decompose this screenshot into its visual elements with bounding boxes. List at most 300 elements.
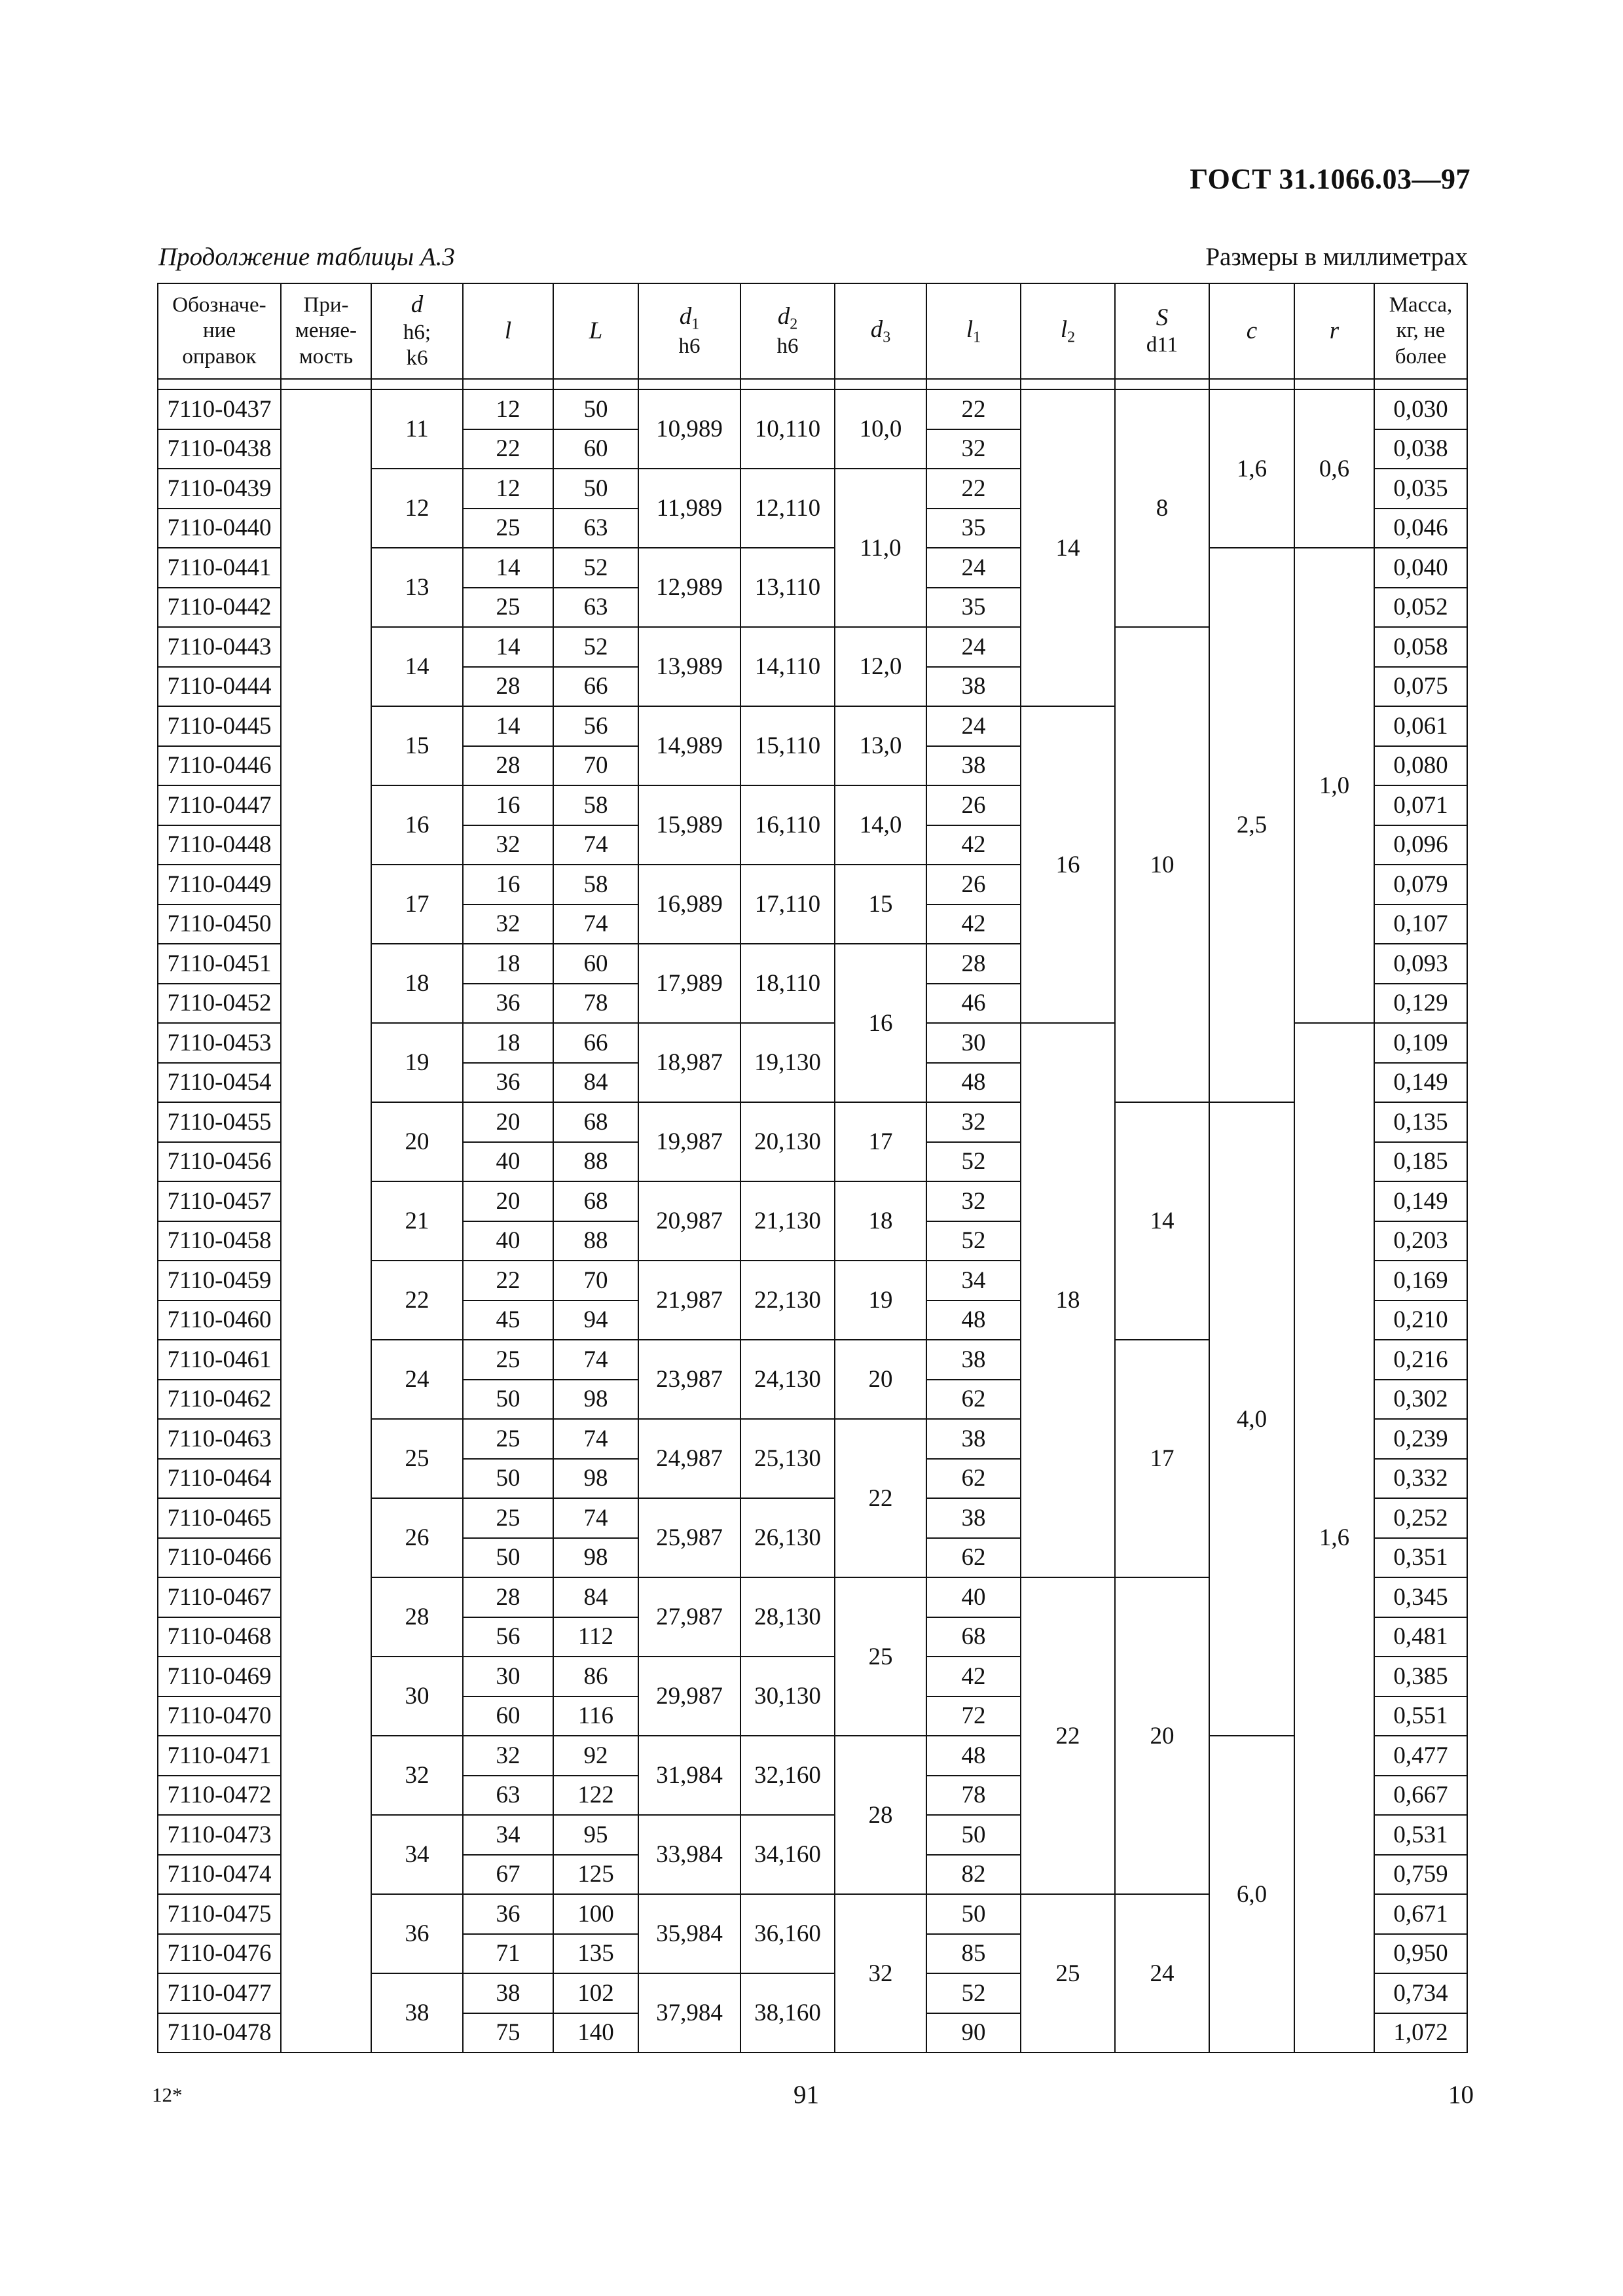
cell-l1: 35 [926,588,1021,628]
cell-l1: 48 [926,1063,1021,1103]
cell-l1: 82 [926,1855,1021,1895]
cell-designation: 7110-0464 [158,1459,281,1499]
header-S [1115,283,1209,379]
cell-mass: 0,046 [1374,509,1467,548]
cell-mass: 0,210 [1374,1300,1467,1340]
cell-d: 18 [371,944,463,1023]
cell-mass: 0,216 [1374,1340,1467,1380]
cell-l: 25 [463,1419,553,1459]
cell-l: 50 [463,1459,553,1499]
header-mass-line2: кг, не [1396,319,1446,343]
cell-l1: 90 [926,2013,1021,2053]
header-r-symbol: r [1329,317,1340,344]
cell-d2: 12,110 [740,469,835,548]
cell-mass: 0,531 [1374,1815,1467,1855]
cell-d3: 32 [835,1894,926,2053]
cell-designation: 7110-0453 [158,1023,281,1063]
cell-S: 20 [1115,1577,1209,1894]
cell-d: 34 [371,1815,463,1894]
cell-d1: 10,989 [638,389,740,469]
cell-L: 70 [553,1261,638,1300]
cell-L: 98 [553,1538,638,1578]
cell-designation: 7110-0438 [158,429,281,469]
cell-mass: 0,667 [1374,1776,1467,1816]
cell-d2: 28,130 [740,1577,835,1657]
header-L-symbol: L [589,317,603,344]
cell-designation: 7110-0466 [158,1538,281,1578]
cell-d3: 11,0 [835,469,926,627]
cell-d3: 13,0 [835,706,926,785]
cell-designation: 7110-0446 [158,746,281,786]
cell-l: 28 [463,746,553,786]
cell-d3: 25 [835,1577,926,1736]
cell-l1: 24 [926,706,1021,746]
header-r [1294,283,1374,379]
cell-designation: 7110-0455 [158,1102,281,1142]
header-l1 [926,283,1021,379]
cell-mass: 0,302 [1374,1380,1467,1420]
header-c [1209,283,1294,379]
cell-designation: 7110-0468 [158,1617,281,1657]
cell-mass: 0,239 [1374,1419,1467,1459]
cell-d3: 10,0 [835,389,926,469]
cell-designation: 7110-0449 [158,865,281,905]
cell-designation: 7110-0460 [158,1300,281,1340]
cell-designation: 7110-0458 [158,1221,281,1261]
footer-sheet-mark: 12* [152,2083,183,2106]
cell-l: 50 [463,1538,553,1578]
cell-designation: 7110-0456 [158,1142,281,1182]
cell-d: 24 [371,1340,463,1419]
cell-l: 16 [463,865,553,905]
cell-d2: 14,110 [740,627,835,706]
cell-l2: 18 [1021,1023,1115,1577]
cell-mass: 0,203 [1374,1221,1467,1261]
header-S-symbol: S [1156,304,1169,331]
header-l1-sub: 1 [973,329,981,346]
cell-d3: 18 [835,1181,926,1261]
cell-designation: 7110-0440 [158,509,281,548]
cell-r: 1,0 [1294,548,1374,1023]
cell-l: 32 [463,825,553,865]
cell-d: 13 [371,548,463,627]
cell-designation: 7110-0459 [158,1261,281,1300]
cell-d1: 37,984 [638,1973,740,2053]
cell-d: 38 [371,1973,463,2053]
cell-l1: 34 [926,1261,1021,1300]
header-designation-line2: ние [203,319,236,343]
header-l-symbol: l [504,317,512,344]
cell-l: 50 [463,1380,553,1420]
cell-l1: 42 [926,1657,1021,1696]
cell-L: 102 [553,1973,638,2013]
cell-l: 67 [463,1855,553,1895]
cell-designation: 7110-0452 [158,984,281,1024]
cell-d3: 28 [835,1736,926,1894]
cell-l: 75 [463,2013,553,2053]
cell-mass: 0,481 [1374,1617,1467,1657]
cell-l1: 72 [926,1696,1021,1736]
cell-L: 94 [553,1300,638,1340]
cell-l: 36 [463,1894,553,1934]
cell-d1: 15,989 [638,785,740,865]
cell-L: 60 [553,944,638,984]
cell-d2: 32,160 [740,1736,835,1815]
cell-d1: 21,987 [638,1261,740,1340]
cell-l: 22 [463,1261,553,1300]
cell-d3: 19 [835,1261,926,1340]
cell-d1: 12,989 [638,548,740,627]
cell-l: 14 [463,627,553,667]
footer-page-number: 91 [793,2081,819,2109]
cell-designation: 7110-0437 [158,389,281,429]
cell-mass: 0,671 [1374,1894,1467,1934]
cell-d2: 38,160 [740,1973,835,2053]
cell-L: 92 [553,1736,638,1776]
cell-d1: 23,987 [638,1340,740,1419]
cell-l: 20 [463,1102,553,1142]
cell-l1: 52 [926,1221,1021,1261]
cell-d2: 20,130 [740,1102,835,1181]
cell-l1: 48 [926,1736,1021,1776]
cell-l: 36 [463,984,553,1024]
cell-l: 25 [463,1498,553,1538]
cell-l: 14 [463,706,553,746]
cell-designation: 7110-0473 [158,1815,281,1855]
cell-S: 8 [1115,389,1209,627]
cell-L: 74 [553,905,638,944]
cell-r: 1,6 [1294,1023,1374,2053]
cell-d2: 22,130 [740,1261,835,1340]
cell-L: 88 [553,1221,638,1261]
cell-mass: 0,030 [1374,389,1467,429]
cell-d1: 11,989 [638,469,740,548]
cell-l: 36 [463,1063,553,1103]
header-usage-line2: меняе- [295,319,357,343]
cell-l1: 48 [926,1300,1021,1340]
cell-mass: 0,385 [1374,1657,1467,1696]
cell-d3: 20 [835,1340,926,1419]
header-d3-sub: 3 [883,329,891,346]
units-note: Размеры в миллиметрах [1205,243,1468,271]
cell-mass: 0,129 [1374,984,1467,1024]
cell-L: 66 [553,1023,638,1063]
cell-d: 21 [371,1181,463,1261]
cell-d2: 10,110 [740,389,835,469]
cell-d: 12 [371,469,463,548]
header-designation [158,283,281,379]
cell-d: 30 [371,1657,463,1736]
table-row [158,389,1467,429]
cell-d2: 19,130 [740,1023,835,1102]
cell-l1: 62 [926,1459,1021,1499]
header-l2-sub: 2 [1067,329,1076,346]
header-c-symbol: c [1246,317,1258,344]
cell-mass: 0,950 [1374,1934,1467,1974]
mandrel-dimensions-table [157,283,1468,2053]
cell-l: 28 [463,667,553,707]
table-caption: Продолжение таблицы А.3 [158,243,455,271]
cell-l: 25 [463,1340,553,1380]
header-d2-tol: h6 [776,334,799,359]
cell-mass: 0,096 [1374,825,1467,865]
cell-designation: 7110-0462 [158,1380,281,1420]
cell-designation: 7110-0448 [158,825,281,865]
cell-d: 26 [371,1498,463,1577]
cell-d3: 12,0 [835,627,926,706]
cell-d1: 13,989 [638,627,740,706]
header-d2-sub: 2 [790,315,798,333]
cell-designation: 7110-0467 [158,1577,281,1617]
cell-d1: 18,987 [638,1023,740,1102]
cell-l1: 26 [926,785,1021,825]
cell-l: 56 [463,1617,553,1657]
cell-designation: 7110-0443 [158,627,281,667]
cell-l1: 26 [926,865,1021,905]
cell-d: 11 [371,389,463,469]
cell-designation: 7110-0450 [158,905,281,944]
header-designation-line1: Обозначе- [172,293,266,317]
cell-designation: 7110-0478 [158,2013,281,2053]
cell-L: 50 [553,389,638,429]
cell-designation: 7110-0476 [158,1934,281,1974]
cell-l2: 25 [1021,1894,1115,2053]
cell-l1: 32 [926,1102,1021,1142]
cell-L: 100 [553,1894,638,1934]
cell-designation: 7110-0447 [158,785,281,825]
cell-c: 2,5 [1209,548,1294,1102]
cell-mass: 0,093 [1374,944,1467,984]
cell-mass: 0,477 [1374,1736,1467,1776]
header-l [463,283,553,379]
cell-L: 140 [553,2013,638,2053]
cell-c: 6,0 [1209,1736,1294,2053]
header-d-tol2: k6 [406,346,428,370]
cell-l: 28 [463,1577,553,1617]
cell-l: 60 [463,1696,553,1736]
header-mass-line1: Масса, [1389,293,1453,317]
cell-d: 22 [371,1261,463,1340]
cell-l1: 24 [926,627,1021,667]
cell-d2: 15,110 [740,706,835,785]
cell-L: 116 [553,1696,638,1736]
cell-L: 56 [553,706,638,746]
cell-mass: 0,075 [1374,667,1467,707]
cell-L: 52 [553,627,638,667]
cell-l1: 35 [926,509,1021,548]
cell-l: 25 [463,588,553,628]
cell-L: 63 [553,509,638,548]
cell-l1: 38 [926,1419,1021,1459]
cell-L: 70 [553,746,638,786]
cell-mass: 0,109 [1374,1023,1467,1063]
cell-d1: 31,984 [638,1736,740,1815]
header-d1 [638,283,740,379]
cell-mass: 0,149 [1374,1063,1467,1103]
cell-L: 74 [553,1340,638,1380]
cell-d3: 16 [835,944,926,1102]
cell-l1: 85 [926,1934,1021,1974]
cell-l: 32 [463,1736,553,1776]
cell-L: 86 [553,1657,638,1696]
cell-mass: 0,035 [1374,469,1467,509]
cell-L: 68 [553,1181,638,1221]
cell-mass: 0,135 [1374,1102,1467,1142]
cell-d: 17 [371,865,463,944]
header-gap-row [158,379,1467,389]
cell-l1: 68 [926,1617,1021,1657]
cell-l1: 62 [926,1380,1021,1420]
cell-d: 16 [371,785,463,865]
cell-mass: 0,759 [1374,1855,1467,1895]
cell-l: 40 [463,1221,553,1261]
cell-designation: 7110-0454 [158,1063,281,1103]
cell-mass: 0,185 [1374,1142,1467,1182]
cell-mass: 0,052 [1374,588,1467,628]
cell-l1: 38 [926,1340,1021,1380]
cell-mass: 0,332 [1374,1459,1467,1499]
header-d1-symbol: d [679,303,692,330]
cell-l1: 28 [926,944,1021,984]
cell-mass: 0,351 [1374,1538,1467,1578]
cell-l1: 22 [926,469,1021,509]
cell-d3: 14,0 [835,785,926,865]
cell-d3: 22 [835,1419,926,1577]
cell-l: 40 [463,1142,553,1182]
cell-L: 88 [553,1142,638,1182]
cell-l1: 52 [926,1973,1021,2013]
cell-d2: 30,130 [740,1657,835,1736]
cell-l1: 78 [926,1776,1021,1816]
cell-S: 14 [1115,1102,1209,1340]
header-d1-sub: 1 [691,315,700,333]
cell-designation: 7110-0457 [158,1181,281,1221]
header-d-symbol: d [410,291,424,319]
header-designation-line3: оправок [182,344,257,368]
cell-d1: 35,984 [638,1894,740,1973]
header-mass [1374,283,1467,379]
cell-l1: 38 [926,667,1021,707]
cell-d2: 17,110 [740,865,835,944]
cell-l1: 46 [926,984,1021,1024]
cell-mass: 0,080 [1374,746,1467,786]
cell-d2: 13,110 [740,548,835,627]
cell-l1: 24 [926,548,1021,588]
cell-L: 68 [553,1102,638,1142]
cell-mass: 0,149 [1374,1181,1467,1221]
cell-d2: 24,130 [740,1340,835,1419]
cell-L: 58 [553,785,638,825]
cell-d: 20 [371,1102,463,1181]
cell-designation: 7110-0472 [158,1776,281,1816]
header-l2-symbol: l [1060,315,1068,343]
cell-L: 98 [553,1380,638,1420]
header-l2 [1021,283,1115,379]
cell-l: 32 [463,905,553,944]
cell-d: 15 [371,706,463,785]
cell-l: 38 [463,1973,553,2013]
cell-d2: 26,130 [740,1498,835,1577]
usage-cell [281,389,371,2053]
cell-L: 60 [553,429,638,469]
cell-d2: 18,110 [740,944,835,1023]
cell-l1: 52 [926,1142,1021,1182]
cell-mass: 0,734 [1374,1973,1467,2013]
cell-l: 71 [463,1934,553,1974]
cell-mass: 1,072 [1374,2013,1467,2053]
table-body [158,379,1467,2053]
header-d2-symbol: d [777,303,790,330]
header-L [553,283,638,379]
cell-L: 84 [553,1063,638,1103]
cell-L: 74 [553,1498,638,1538]
cell-d2: 34,160 [740,1815,835,1894]
cell-d2: 16,110 [740,785,835,865]
cell-L: 58 [553,865,638,905]
cell-d1: 29,987 [638,1657,740,1736]
cell-designation: 7110-0444 [158,667,281,707]
cell-l: 34 [463,1815,553,1855]
header-d3 [835,283,926,379]
cell-c: 4,0 [1209,1102,1294,1736]
cell-L: 78 [553,984,638,1024]
header-S-tol: d11 [1146,333,1178,357]
cell-mass: 0,345 [1374,1577,1467,1617]
header-mass-line3: более [1395,344,1447,368]
cell-l1: 38 [926,746,1021,786]
cell-l: 18 [463,1023,553,1063]
cell-d2: 25,130 [740,1419,835,1498]
header-usage-line1: При- [303,293,349,317]
cell-designation: 7110-0461 [158,1340,281,1380]
cell-l1: 32 [926,1181,1021,1221]
cell-designation: 7110-0470 [158,1696,281,1736]
cell-designation: 7110-0451 [158,944,281,984]
cell-l1: 30 [926,1023,1021,1063]
cell-L: 66 [553,667,638,707]
cell-d2: 21,130 [740,1181,835,1261]
cell-mass: 0,040 [1374,548,1467,588]
cell-L: 125 [553,1855,638,1895]
cell-d1: 14,989 [638,706,740,785]
cell-d1: 27,987 [638,1577,740,1657]
cell-d: 25 [371,1419,463,1498]
cell-L: 98 [553,1459,638,1499]
cell-d: 14 [371,627,463,706]
cell-l: 22 [463,429,553,469]
cell-l: 63 [463,1776,553,1816]
header-d1-tol: h6 [678,334,701,359]
cell-l: 25 [463,509,553,548]
cell-l2: 14 [1021,389,1115,706]
cell-l: 20 [463,1181,553,1221]
cell-L: 84 [553,1577,638,1617]
cell-designation: 7110-0465 [158,1498,281,1538]
cell-d1: 17,989 [638,944,740,1023]
cell-d2: 36,160 [740,1894,835,1973]
cell-l2: 16 [1021,706,1115,1023]
cell-l1: 22 [926,389,1021,429]
header-d [371,283,463,379]
cell-l: 12 [463,389,553,429]
cell-L: 50 [553,469,638,509]
cell-l: 12 [463,469,553,509]
cell-designation: 7110-0469 [158,1657,281,1696]
cell-L: 63 [553,588,638,628]
cell-l: 18 [463,944,553,984]
cell-L: 122 [553,1776,638,1816]
cell-d: 19 [371,1023,463,1102]
